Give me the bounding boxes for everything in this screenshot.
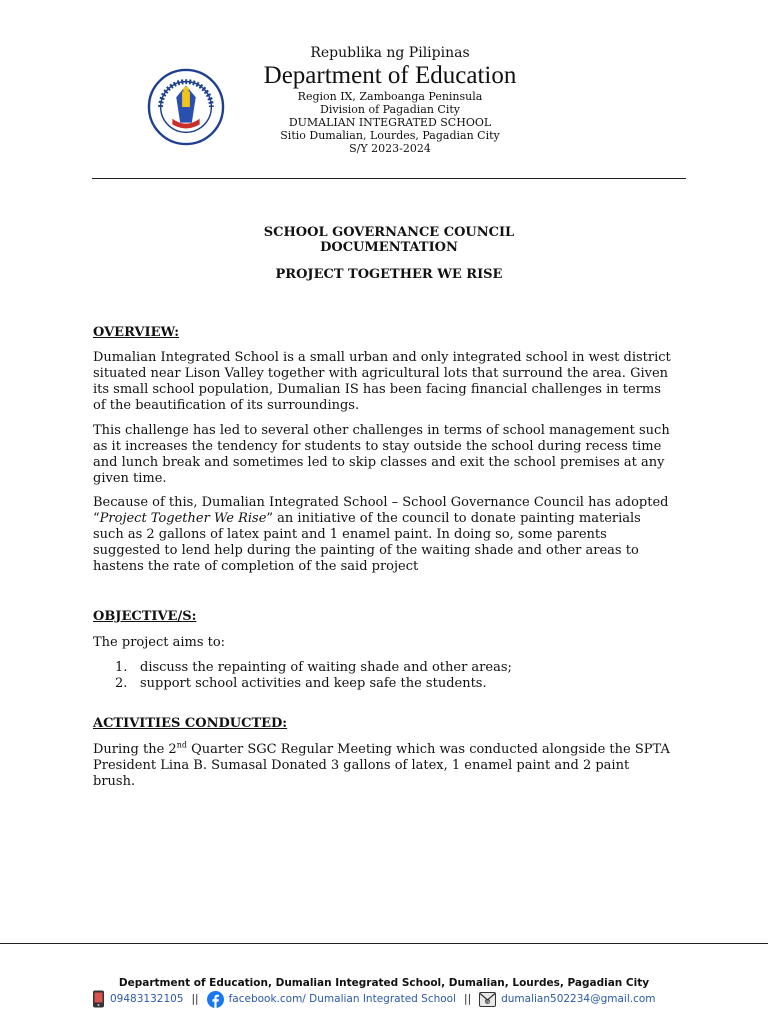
separator: ||: [464, 993, 472, 1005]
svg-text:@: @: [485, 999, 490, 1005]
separator: ||: [191, 993, 199, 1005]
region-label: Region IX, Zamboanga Peninsula: [297, 90, 483, 103]
phone-number: 09483132105: [110, 993, 184, 1005]
ordinal-suffix: nd: [176, 740, 187, 750]
header-divider: [92, 178, 686, 179]
footer-contacts: [92, 990, 656, 1008]
overview-paragraph-1: Dumalian Integrated School is a small urban and only integrated school in west district situated near Lison Valley together with agricultural lots that surround the area. Given its small school population, Dumalian IS has been facing financial challenges in terms of the beautification of its surroundings.: [93, 350, 671, 413]
list-item-number: 1.: [115, 660, 128, 675]
department-title: Department of Education: [263, 62, 517, 89]
school-year: S/Y 2023-2024: [349, 142, 431, 155]
phone-icon: [92, 990, 105, 1008]
email-address[interactable]: dumalian502234@gmail.com: [501, 993, 656, 1005]
school-name: DUMALIAN INTEGRATED SCHOOL: [288, 116, 492, 129]
document-title-line2: DOCUMENTATION: [320, 240, 458, 255]
list-item-number: 2.: [115, 676, 128, 691]
paragraph3-text-before: Because of this, Dumalian Integrated School – School Governance Council has adopted “: [93, 495, 669, 526]
objectives-intro: The project aims to:: [93, 635, 226, 650]
objectives-list: [115, 660, 512, 692]
list-item: [115, 660, 512, 676]
overview-paragraph-3: [93, 495, 673, 575]
footer-address: Department of Education, Dumalian Integrated School, Dumalian, Lourdes, Pagadian City: [118, 977, 650, 989]
list-item: [115, 676, 512, 692]
paragraph3-text-after: ” an initiative of the council to donate painting materials such as 2 gallons of latex paint and 1 enamel paint. In doing so, some parents suggested to lend help during the painting of the waiting shade and other areas to hastens the rate of completion of the said project: [93, 511, 641, 574]
list-item-text: discuss the repainting of waiting shade and other areas;: [140, 660, 512, 675]
document-title-line1: SCHOOL GOVERNANCE COUNCIL: [263, 225, 515, 240]
email-icon: [479, 992, 496, 1007]
footer-divider: [0, 943, 768, 944]
activities-text-after: Quarter SGC Regular Meeting which was conducted alongside the SPTA President Lina B. Sumasal Donated 3 gallons of latex, 1 enamel paint and 2 paint brush.: [93, 742, 670, 789]
school-address: Sitio Dumalian, Lourdes, Pagadian City: [280, 129, 500, 142]
division-label: Division of Pagadian City: [320, 103, 460, 116]
activities-text-before: During the 2: [93, 742, 177, 757]
republic-label: Republika ng Pilipinas: [310, 45, 470, 61]
facebook-link[interactable]: facebook.com/ Dumalian Integrated School: [228, 993, 457, 1005]
objectives-heading: OBJECTIVE/S:: [93, 609, 197, 624]
overview-heading: OVERVIEW:: [93, 325, 180, 340]
activities-paragraph: [93, 742, 673, 790]
activities-heading: ACTIVITIES CONDUCTED:: [93, 716, 288, 731]
overview-paragraph-2: This challenge has led to several other challenges in terms of school management such as it increases the tendency for students to stay outside the school during recess time and lunch break and sometimes led to skip classes and exit the school premises at any given time.: [93, 423, 670, 486]
list-item-text: support school activities and keep safe the students.: [140, 676, 487, 691]
project-name-italic: Project Together We Rise: [99, 511, 267, 526]
project-title: PROJECT TOGETHER WE RISE: [275, 267, 503, 282]
facebook-icon: [207, 991, 224, 1008]
